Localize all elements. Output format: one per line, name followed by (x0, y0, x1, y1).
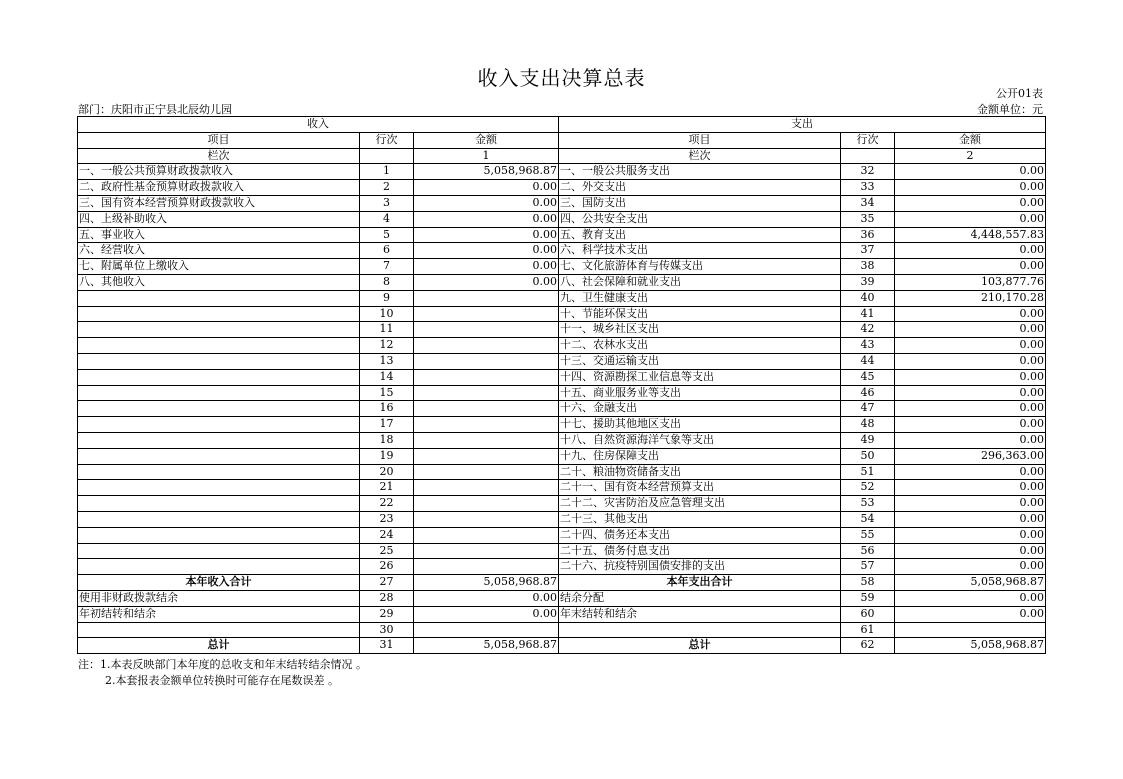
income-amount-cell (414, 353, 559, 369)
income-item-cell (78, 401, 360, 417)
expense-item-cell: 一、一般公共服务支出 (559, 164, 841, 180)
table-row (78, 559, 1046, 575)
expense-item-cell: 三、国防支出 (559, 195, 841, 211)
income-item-cell (78, 306, 360, 322)
expense-amount-cell: 0.00 (895, 480, 1046, 496)
income-amount-cell (414, 480, 559, 496)
income-amount-cell (414, 322, 559, 338)
expense-line-cell: 47 (841, 401, 895, 417)
note-1: 注：1.本表反映部门本年度的总收支和年末结转结余情况 。 (78, 658, 367, 671)
income-amount-cell: 0.00 (414, 259, 559, 275)
income-line-cell: 24 (360, 527, 414, 543)
expense-item-cell: 十、节能环保支出 (559, 306, 841, 322)
expense-amount-cell: 0.00 (895, 195, 1046, 211)
expense-item-cell: 年末结转和结余 (559, 606, 841, 622)
income-line-cell: 13 (360, 353, 414, 369)
table-row (78, 385, 1046, 401)
income-amount-cell (414, 559, 559, 575)
income-lanci-label: 栏次 (78, 148, 360, 164)
table-row (78, 369, 1046, 385)
income-item-cell: 八、其他收入 (78, 274, 360, 290)
income-item-header: 项目 (78, 132, 360, 148)
income-line-cell: 12 (360, 338, 414, 354)
income-line-cell: 23 (360, 511, 414, 527)
expense-item-cell: 四、公共安全支出 (559, 211, 841, 227)
table-row (78, 480, 1046, 496)
income-amount-cell (414, 385, 559, 401)
income-amount-cell: 5,058,968.87 (414, 575, 559, 591)
expense-amount-cell: 0.00 (895, 417, 1046, 433)
income-item-cell (78, 527, 360, 543)
expense-line-cell: 57 (841, 559, 895, 575)
expense-line-cell: 34 (841, 195, 895, 211)
table-row (78, 353, 1046, 369)
income-amount-cell (414, 622, 559, 638)
expense-item-cell: 总计 (559, 638, 841, 654)
income-line-cell: 17 (360, 417, 414, 433)
income-line-cell: 9 (360, 290, 414, 306)
income-amount-cell (414, 527, 559, 543)
income-line-cell: 3 (360, 195, 414, 211)
income-item-cell: 一、一般公共预算财政拨款收入 (78, 164, 360, 180)
expense-section-header: 支出 (559, 117, 1046, 133)
table-row (78, 496, 1046, 512)
expense-line-cell: 46 (841, 385, 895, 401)
expense-line-cell: 52 (841, 480, 895, 496)
expense-amount-header: 金额 (895, 132, 1046, 148)
income-line-cell: 18 (360, 432, 414, 448)
table-row (78, 511, 1046, 527)
income-item-cell (78, 464, 360, 480)
expense-line-cell: 49 (841, 432, 895, 448)
expense-item-cell: 二十四、债务还本支出 (559, 527, 841, 543)
income-line-cell: 7 (360, 259, 414, 275)
table-row (78, 543, 1046, 559)
expense-line-cell: 32 (841, 164, 895, 180)
expense-line-cell: 39 (841, 274, 895, 290)
income-item-cell (78, 353, 360, 369)
table-row (78, 243, 1046, 259)
expense-amount-cell: 0.00 (895, 401, 1046, 417)
expense-amount-cell: 0.00 (895, 353, 1046, 369)
expense-item-cell: 十七、援助其他地区支出 (559, 417, 841, 433)
table-row (78, 290, 1046, 306)
income-item-cell (78, 338, 360, 354)
income-item-cell: 五、事业收入 (78, 227, 360, 243)
form-code: 公开01表 (996, 87, 1043, 100)
expense-item-cell: 二十六、抗疫特别国债安排的支出 (559, 559, 841, 575)
expense-amount-cell: 0.00 (895, 543, 1046, 559)
income-item-cell: 六、经营收入 (78, 243, 360, 259)
expense-line-cell: 40 (841, 290, 895, 306)
column-header-row (78, 132, 1046, 148)
income-line-header: 行次 (360, 132, 414, 148)
income-lanci-empty (360, 148, 414, 164)
income-amount-cell (414, 464, 559, 480)
table-row (78, 590, 1046, 606)
income-amount-cell (414, 306, 559, 322)
expense-item-cell: 二十五、债务付息支出 (559, 543, 841, 559)
income-amount-cell (414, 543, 559, 559)
expense-line-cell: 35 (841, 211, 895, 227)
income-line-cell: 26 (360, 559, 414, 575)
expense-item-cell: 十五、商业服务业等支出 (559, 385, 841, 401)
expense-line-cell: 43 (841, 338, 895, 354)
expense-line-cell: 51 (841, 464, 895, 480)
expense-line-cell: 62 (841, 638, 895, 654)
expense-item-cell: 六、科学技术支出 (559, 243, 841, 259)
expense-line-header: 行次 (841, 132, 895, 148)
income-item-cell: 总计 (78, 638, 360, 654)
income-amount-cell (414, 369, 559, 385)
income-amount-cell: 5,058,968.87 (414, 164, 559, 180)
expense-amount-cell: 0.00 (895, 464, 1046, 480)
income-item-cell: 七、附属单位上缴收入 (78, 259, 360, 275)
expense-line-cell: 42 (841, 322, 895, 338)
table-row (78, 195, 1046, 211)
expense-amount-cell: 0.00 (895, 338, 1046, 354)
income-item-cell: 本年收入合计 (78, 575, 360, 591)
expense-item-cell (559, 622, 841, 638)
section-header-row (78, 117, 1046, 133)
expense-item-cell: 本年支出合计 (559, 575, 841, 591)
expense-line-cell: 59 (841, 590, 895, 606)
expense-amount-cell: 0.00 (895, 306, 1046, 322)
expense-item-cell: 二十二、灾害防治及应急管理支出 (559, 496, 841, 512)
note-2: 2.本套报表金额单位转换时可能存在尾数误差 。 (105, 674, 339, 687)
income-line-cell: 31 (360, 638, 414, 654)
expense-item-cell: 十一、城乡社区支出 (559, 322, 841, 338)
table-row (78, 401, 1046, 417)
expense-amount-cell: 0.00 (895, 259, 1046, 275)
expense-line-cell: 54 (841, 511, 895, 527)
expense-line-cell: 37 (841, 243, 895, 259)
income-amount-cell: 0.00 (414, 227, 559, 243)
income-amount-cell: 5,058,968.87 (414, 638, 559, 654)
expense-amount-cell: 5,058,968.87 (895, 575, 1046, 591)
income-line-cell: 8 (360, 274, 414, 290)
table-row (78, 622, 1046, 638)
table-row (78, 180, 1046, 196)
table-row (78, 259, 1046, 275)
income-amount-cell (414, 290, 559, 306)
expense-item-cell: 九、卫生健康支出 (559, 290, 841, 306)
expense-amount-cell: 0.00 (895, 369, 1046, 385)
expense-item-cell: 十八、自然资源海洋气象等支出 (559, 432, 841, 448)
table-row (78, 464, 1046, 480)
expense-item-cell: 五、教育支出 (559, 227, 841, 243)
income-item-cell (78, 543, 360, 559)
expense-line-cell: 33 (841, 180, 895, 196)
income-line-cell: 4 (360, 211, 414, 227)
expense-amount-cell: 0.00 (895, 322, 1046, 338)
income-line-cell: 28 (360, 590, 414, 606)
table-row (78, 306, 1046, 322)
expense-item-header: 项目 (559, 132, 841, 148)
expense-amount-cell: 0.00 (895, 243, 1046, 259)
expense-lanci-number: 2 (895, 148, 1046, 164)
expense-line-cell: 45 (841, 369, 895, 385)
expense-line-cell: 56 (841, 543, 895, 559)
income-item-cell (78, 622, 360, 638)
income-amount-cell (414, 401, 559, 417)
income-line-cell: 27 (360, 575, 414, 591)
expense-amount-cell: 0.00 (895, 559, 1046, 575)
income-item-cell (78, 448, 360, 464)
income-amount-cell (414, 496, 559, 512)
expense-amount-cell: 4,448,557.83 (895, 227, 1046, 243)
income-amount-cell (414, 448, 559, 464)
income-line-cell: 14 (360, 369, 414, 385)
expense-amount-cell: 0.00 (895, 432, 1046, 448)
income-lanci-number: 1 (414, 148, 559, 164)
expense-item-cell: 结余分配 (559, 590, 841, 606)
expense-item-cell: 十六、金融支出 (559, 401, 841, 417)
expense-item-cell: 十二、农林水支出 (559, 338, 841, 354)
table-row (78, 322, 1046, 338)
expense-line-cell: 48 (841, 417, 895, 433)
income-line-cell: 5 (360, 227, 414, 243)
expense-line-cell: 38 (841, 259, 895, 275)
income-amount-cell: 0.00 (414, 180, 559, 196)
income-amount-cell: 0.00 (414, 274, 559, 290)
expense-amount-cell: 0.00 (895, 511, 1046, 527)
income-amount-cell: 0.00 (414, 590, 559, 606)
income-line-cell: 16 (360, 401, 414, 417)
income-line-cell: 6 (360, 243, 414, 259)
table-body (78, 164, 1046, 654)
income-amount-cell (414, 511, 559, 527)
expense-line-cell: 58 (841, 575, 895, 591)
income-line-cell: 11 (360, 322, 414, 338)
expense-amount-cell (895, 622, 1046, 638)
income-item-cell: 使用非财政拨款结余 (78, 590, 360, 606)
expense-line-cell: 36 (841, 227, 895, 243)
expense-amount-cell: 0.00 (895, 527, 1046, 543)
income-item-cell (78, 369, 360, 385)
expense-item-cell: 十九、住房保障支出 (559, 448, 841, 464)
expense-line-cell: 55 (841, 527, 895, 543)
expense-amount-cell: 0.00 (895, 590, 1046, 606)
income-item-cell (78, 385, 360, 401)
expense-amount-cell: 5,058,968.87 (895, 638, 1046, 654)
table-row (78, 638, 1046, 654)
table-row (78, 338, 1046, 354)
summary-table (77, 116, 1046, 654)
table-row (78, 274, 1046, 290)
expense-item-cell: 二十、粮油物资储备支出 (559, 464, 841, 480)
income-line-cell: 15 (360, 385, 414, 401)
expense-amount-cell: 0.00 (895, 496, 1046, 512)
table-row (78, 417, 1046, 433)
table-row (78, 227, 1046, 243)
income-item-cell (78, 511, 360, 527)
table-row (78, 164, 1046, 180)
income-item-cell (78, 322, 360, 338)
expense-amount-cell: 0.00 (895, 211, 1046, 227)
expense-amount-cell: 296,363.00 (895, 448, 1046, 464)
expense-lanci-label: 栏次 (559, 148, 841, 164)
income-line-cell: 1 (360, 164, 414, 180)
expense-line-cell: 50 (841, 448, 895, 464)
expense-line-cell: 61 (841, 622, 895, 638)
income-amount-cell: 0.00 (414, 606, 559, 622)
income-item-cell (78, 290, 360, 306)
income-item-cell: 年初结转和结余 (78, 606, 360, 622)
notes (78, 657, 367, 689)
income-item-cell: 二、政府性基金预算财政拨款收入 (78, 180, 360, 196)
expense-item-cell: 二、外交支出 (559, 180, 841, 196)
income-amount-cell (414, 338, 559, 354)
table-row (78, 575, 1046, 591)
income-item-cell (78, 480, 360, 496)
expense-item-cell: 十三、交通运输支出 (559, 353, 841, 369)
page-title: 收入支出决算总表 (477, 66, 646, 90)
income-item-cell (78, 432, 360, 448)
expense-item-cell: 二十三、其他支出 (559, 511, 841, 527)
income-section-header: 收入 (78, 117, 559, 133)
income-line-cell: 10 (360, 306, 414, 322)
expense-line-cell: 60 (841, 606, 895, 622)
table-row (78, 432, 1046, 448)
income-line-cell: 20 (360, 464, 414, 480)
table-row (78, 448, 1046, 464)
expense-amount-cell: 0.00 (895, 180, 1046, 196)
income-amount-cell (414, 432, 559, 448)
income-line-cell: 22 (360, 496, 414, 512)
expense-amount-cell: 210,170.28 (895, 290, 1046, 306)
income-line-cell: 21 (360, 480, 414, 496)
department-label: 部门：庆阳市正宁县北辰幼儿园 (78, 103, 232, 116)
income-item-cell (78, 496, 360, 512)
expense-line-cell: 41 (841, 306, 895, 322)
expense-amount-cell: 0.00 (895, 606, 1046, 622)
table-row (78, 606, 1046, 622)
income-amount-cell: 0.00 (414, 243, 559, 259)
income-amount-cell: 0.00 (414, 195, 559, 211)
expense-item-cell: 七、文化旅游体育与传媒支出 (559, 259, 841, 275)
income-line-cell: 2 (360, 180, 414, 196)
table-row (78, 527, 1046, 543)
income-amount-cell: 0.00 (414, 211, 559, 227)
expense-line-cell: 44 (841, 353, 895, 369)
expense-item-cell: 二十一、国有资本经营预算支出 (559, 480, 841, 496)
income-line-cell: 19 (360, 448, 414, 464)
expense-lanci-empty (841, 148, 895, 164)
expense-item-cell: 八、社会保障和就业支出 (559, 274, 841, 290)
expense-item-cell: 十四、资源勘探工业信息等支出 (559, 369, 841, 385)
table-row (78, 211, 1046, 227)
unit-label: 金额单位：元 (977, 103, 1043, 116)
lanci-row (78, 148, 1046, 164)
income-amount-header: 金额 (414, 132, 559, 148)
income-line-cell: 30 (360, 622, 414, 638)
expense-amount-cell: 0.00 (895, 164, 1046, 180)
expense-amount-cell: 0.00 (895, 385, 1046, 401)
expense-line-cell: 53 (841, 496, 895, 512)
expense-amount-cell: 103,877.76 (895, 274, 1046, 290)
income-item-cell: 三、国有资本经营预算财政拨款收入 (78, 195, 360, 211)
income-line-cell: 29 (360, 606, 414, 622)
income-item-cell (78, 417, 360, 433)
income-amount-cell (414, 417, 559, 433)
income-item-cell (78, 559, 360, 575)
income-line-cell: 25 (360, 543, 414, 559)
income-item-cell: 四、上级补助收入 (78, 211, 360, 227)
